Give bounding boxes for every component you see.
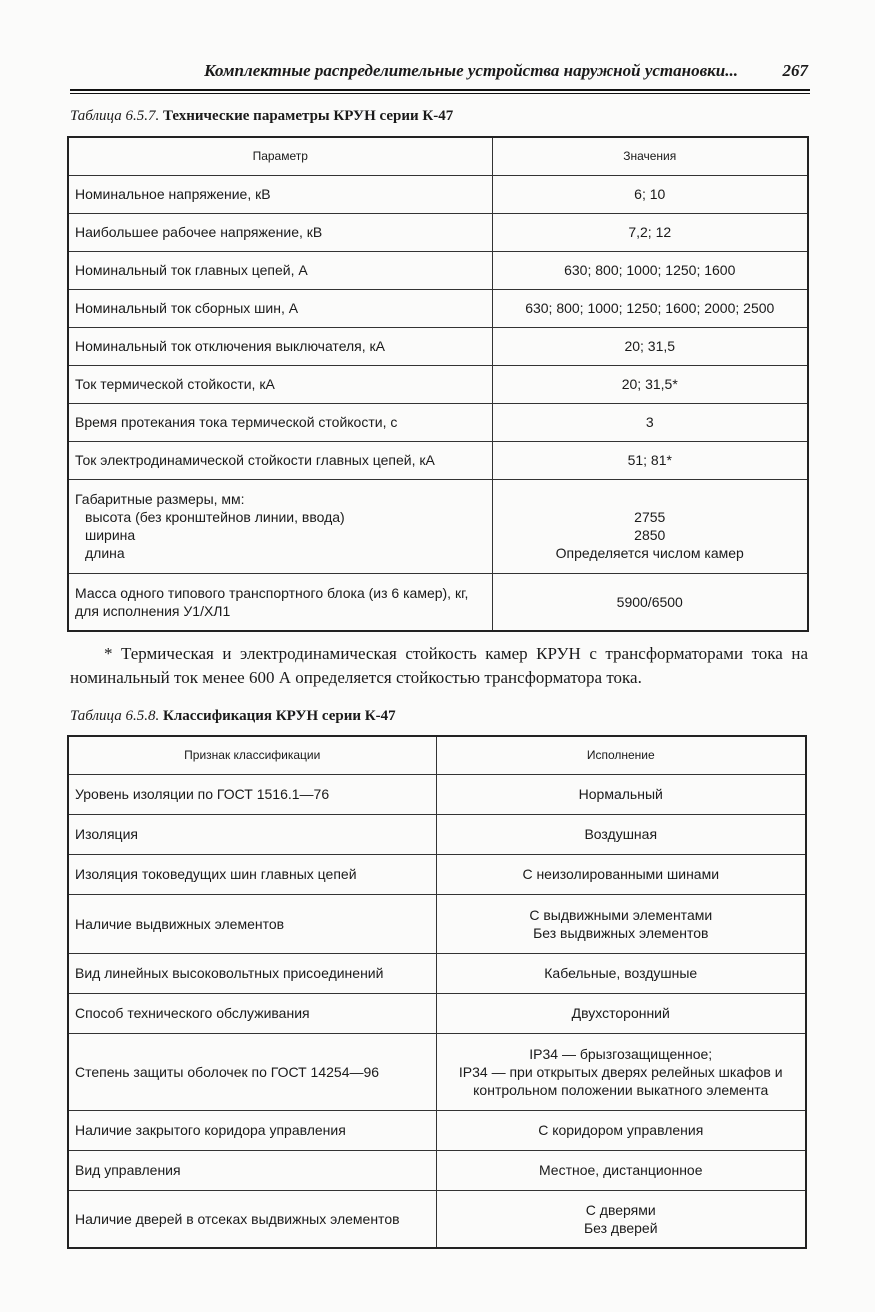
execution-cell: Двухсторонний bbox=[436, 993, 806, 1033]
value-cell: 7,2; 12 bbox=[492, 213, 808, 251]
table-row bbox=[68, 774, 806, 814]
value-cell: 3 bbox=[492, 403, 808, 441]
parameter-cell: Номинальное напряжение, кВ bbox=[68, 175, 492, 213]
table1-caption-number: Таблица 6.5.7. bbox=[70, 108, 160, 124]
running-title: Комплектные распределительные устройства наружной установки... bbox=[204, 61, 738, 80]
parameter-cell: Ток термической стойкости, кА bbox=[68, 365, 492, 403]
execution-cell: Местное, дистанционное bbox=[436, 1150, 806, 1190]
table-row bbox=[68, 403, 808, 441]
execution-cell: С выдвижными элементами Без выдвижных элементов bbox=[436, 894, 806, 953]
header-rule bbox=[70, 89, 810, 91]
classification-cell: Наличие выдвижных элементов bbox=[68, 894, 436, 953]
dimension-height-label: высота (без кронштейнов линии, ввода) bbox=[85, 509, 345, 525]
execution-cell: Воздушная bbox=[436, 814, 806, 854]
table-row bbox=[68, 894, 806, 953]
table-row bbox=[68, 175, 808, 213]
dimension-width-value: 2850 bbox=[634, 527, 666, 543]
execution-cell: IP34 — брызгозащищенное; IP34 — при открытых дверях релейных шкафов и контрольном положении выкатного элемента bbox=[436, 1033, 806, 1110]
table-row bbox=[68, 213, 808, 251]
table-row bbox=[68, 854, 806, 894]
column-header: Параметр bbox=[68, 137, 492, 175]
classification-cell: Наличие дверей в отсеках выдвижных элементов bbox=[68, 1190, 436, 1248]
classification-cell: Способ технического обслуживания bbox=[68, 993, 436, 1033]
value-cell: 5900/6500 bbox=[492, 573, 808, 631]
table2-caption-number: Таблица 6.5.8. bbox=[70, 708, 160, 724]
table-row bbox=[68, 1190, 806, 1248]
footnote: * Термическая и электродинамическая стойкость камер КРУН с трансформаторами тока на номинальный ток менее 600 А определяется стойкостью трансформатора тока. bbox=[70, 644, 808, 687]
classification-cell: Уровень изоляции по ГОСТ 1516.1—76 bbox=[68, 774, 436, 814]
parameter-cell: Номинальный ток отключения выключателя, кА bbox=[68, 327, 492, 365]
dimension-length-label: длина bbox=[85, 545, 125, 561]
execution-cell: Кабельные, воздушные bbox=[436, 953, 806, 993]
value-cell: 6; 10 bbox=[492, 175, 808, 213]
table-row bbox=[68, 441, 808, 479]
parameter-cell: Масса одного типового транспортного блока (из 6 камер), кг, для исполнения У1/ХЛ1 bbox=[68, 573, 492, 631]
table-header-row bbox=[68, 137, 808, 175]
page-number: 267 bbox=[782, 61, 808, 80]
dimension-length-value: Определяется числом камер bbox=[555, 545, 744, 561]
parameter-cell: Наибольшее рабочее напряжение, кВ bbox=[68, 213, 492, 251]
parameter-cell: Ток электродинамической стойкости главных цепей, кА bbox=[68, 441, 492, 479]
table-row bbox=[68, 1150, 806, 1190]
column-header: Значения bbox=[492, 137, 808, 175]
parameter-cell: Номинальный ток главных цепей, А bbox=[68, 251, 492, 289]
table2-caption-title: Классификация КРУН серии К-47 bbox=[162, 708, 396, 724]
running-head bbox=[70, 61, 810, 85]
execution-cell: Нормальный bbox=[436, 774, 806, 814]
header-rule-thin bbox=[70, 93, 810, 94]
execution-cell: С коридором управления bbox=[436, 1110, 806, 1150]
table-row bbox=[68, 327, 808, 365]
table-row bbox=[68, 251, 808, 289]
table-row bbox=[68, 1110, 806, 1150]
dimensions-label: Габаритные размеры, мм: bbox=[75, 491, 245, 507]
table-row bbox=[68, 993, 806, 1033]
value-cell: 630; 800; 1000; 1250; 1600; 2000; 2500 bbox=[492, 289, 808, 327]
execution-cell: С неизолированными шинами bbox=[436, 854, 806, 894]
classification-cell: Изоляция токоведущих шин главных цепей bbox=[68, 854, 436, 894]
table1 bbox=[67, 136, 809, 632]
classification-cell: Наличие закрытого коридора управления bbox=[68, 1110, 436, 1150]
parameter-cell: Время протекания тока термической стойкости, с bbox=[68, 403, 492, 441]
table1-caption bbox=[70, 108, 453, 125]
table-row bbox=[68, 953, 806, 993]
dimension-height-value: 2755 bbox=[634, 509, 666, 525]
dimensions-parameter-cell bbox=[68, 479, 492, 573]
table1-caption-title: Технические параметры КРУН серии К-47 bbox=[162, 108, 454, 124]
table-row bbox=[68, 1033, 806, 1110]
execution-cell: С дверями Без дверей bbox=[436, 1190, 806, 1248]
table2-caption bbox=[70, 708, 396, 725]
classification-cell: Вид линейных высоковольтных присоединений bbox=[68, 953, 436, 993]
classification-cell: Изоляция bbox=[68, 814, 436, 854]
parameter-cell: Номинальный ток сборных шин, А bbox=[68, 289, 492, 327]
table2 bbox=[67, 735, 807, 1249]
table-row-mass bbox=[68, 573, 808, 631]
table-row bbox=[68, 814, 806, 854]
value-cell: 630; 800; 1000; 1250; 1600 bbox=[492, 251, 808, 289]
table-row bbox=[68, 289, 808, 327]
dimension-width-label: ширина bbox=[85, 527, 136, 543]
table-row-dimensions bbox=[68, 479, 808, 573]
value-cell: 51; 81* bbox=[492, 441, 808, 479]
table-row bbox=[68, 365, 808, 403]
classification-cell: Вид управления bbox=[68, 1150, 436, 1190]
table-header-row bbox=[68, 736, 806, 774]
dimensions-value-cell bbox=[492, 479, 808, 573]
column-header: Признак классификации bbox=[68, 736, 436, 774]
value-cell: 20; 31,5 bbox=[492, 327, 808, 365]
classification-cell: Степень защиты оболочек по ГОСТ 14254—96 bbox=[68, 1033, 436, 1110]
value-cell: 20; 31,5* bbox=[492, 365, 808, 403]
column-header: Исполнение bbox=[436, 736, 806, 774]
